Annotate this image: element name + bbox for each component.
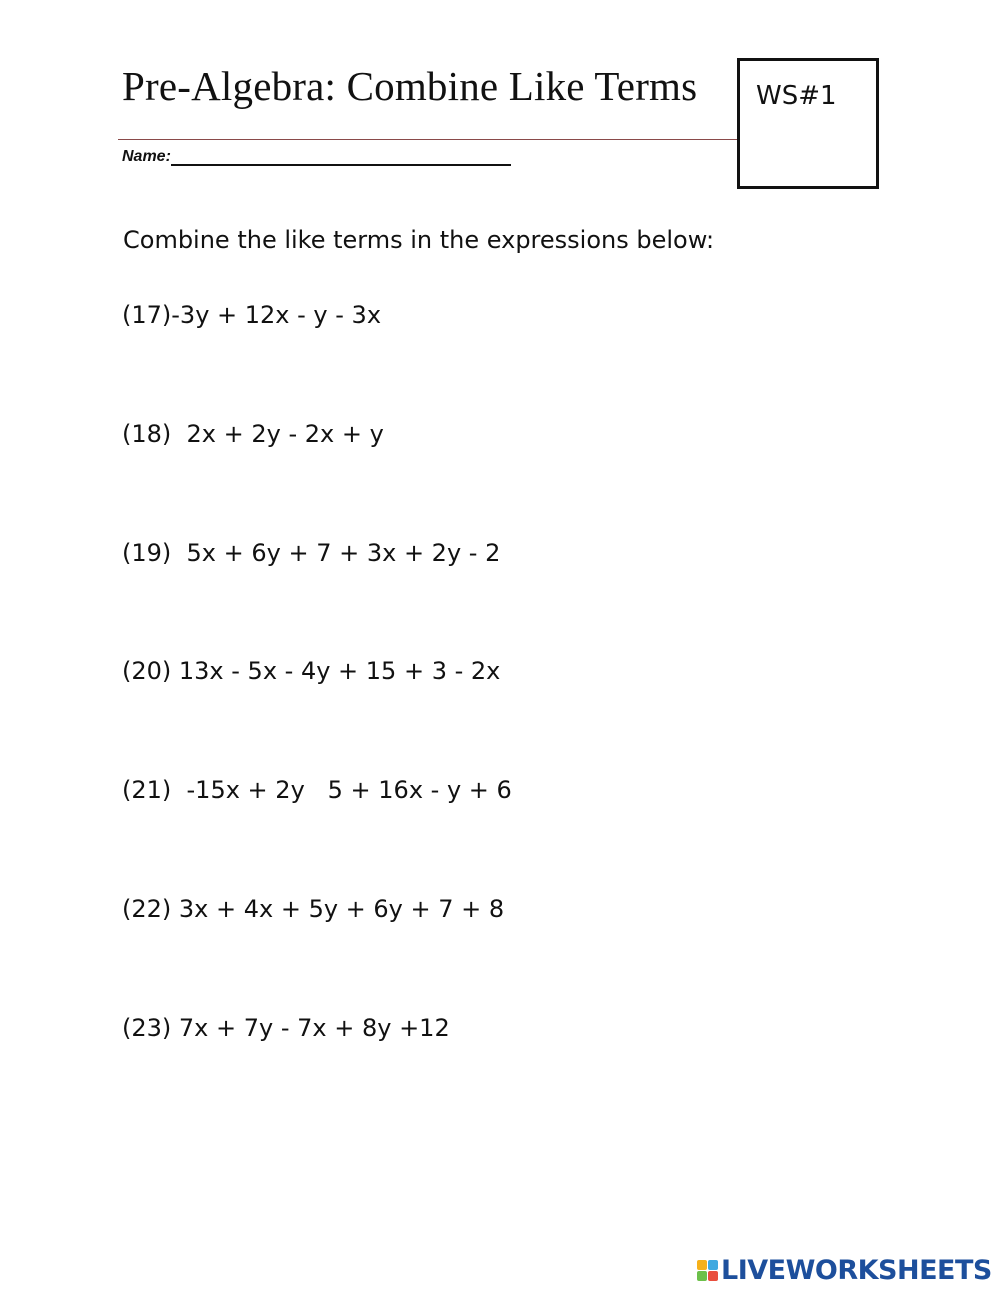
logo-square-2 (708, 1260, 718, 1270)
name-blank-line[interactable] (171, 147, 511, 166)
liveworksheets-logo[interactable] (697, 1253, 992, 1287)
worksheet-title: Pre-Algebra: Combine Like Terms (122, 63, 698, 109)
problem-18: (18) 2x + 2y - 2x + y (122, 420, 384, 448)
problem-22: (22) 3x + 4x + 5y + 6y + 7 + 8 (122, 895, 505, 923)
name-label: Name: (122, 148, 171, 165)
instructions: Combine the like terms in the expressions below: (123, 226, 715, 254)
logo-square-3 (697, 1271, 707, 1281)
problem-21: (21) -15x + 2y 5 + 16x - y + 6 (122, 776, 512, 804)
worksheet-id: WS#1 (756, 81, 837, 111)
problem-17: (17)-3y + 12x - y - 3x (122, 301, 382, 329)
problem-20: (20) 13x - 5x - 4y + 15 + 3 - 2x (122, 657, 501, 685)
name-field-row (122, 147, 511, 166)
title-divider (118, 139, 738, 140)
problem-23: (23) 7x + 7y - 7x + 8y +12 (122, 1014, 450, 1042)
problem-19: (19) 5x + 6y + 7 + 3x + 2y - 2 (122, 539, 501, 567)
liveworksheets-logo-icon (697, 1260, 718, 1281)
worksheet-id-box (737, 58, 879, 189)
logo-square-4 (708, 1271, 718, 1281)
brand-name: LIVEWORKSHEETS (721, 1254, 992, 1286)
logo-square-1 (697, 1260, 707, 1270)
